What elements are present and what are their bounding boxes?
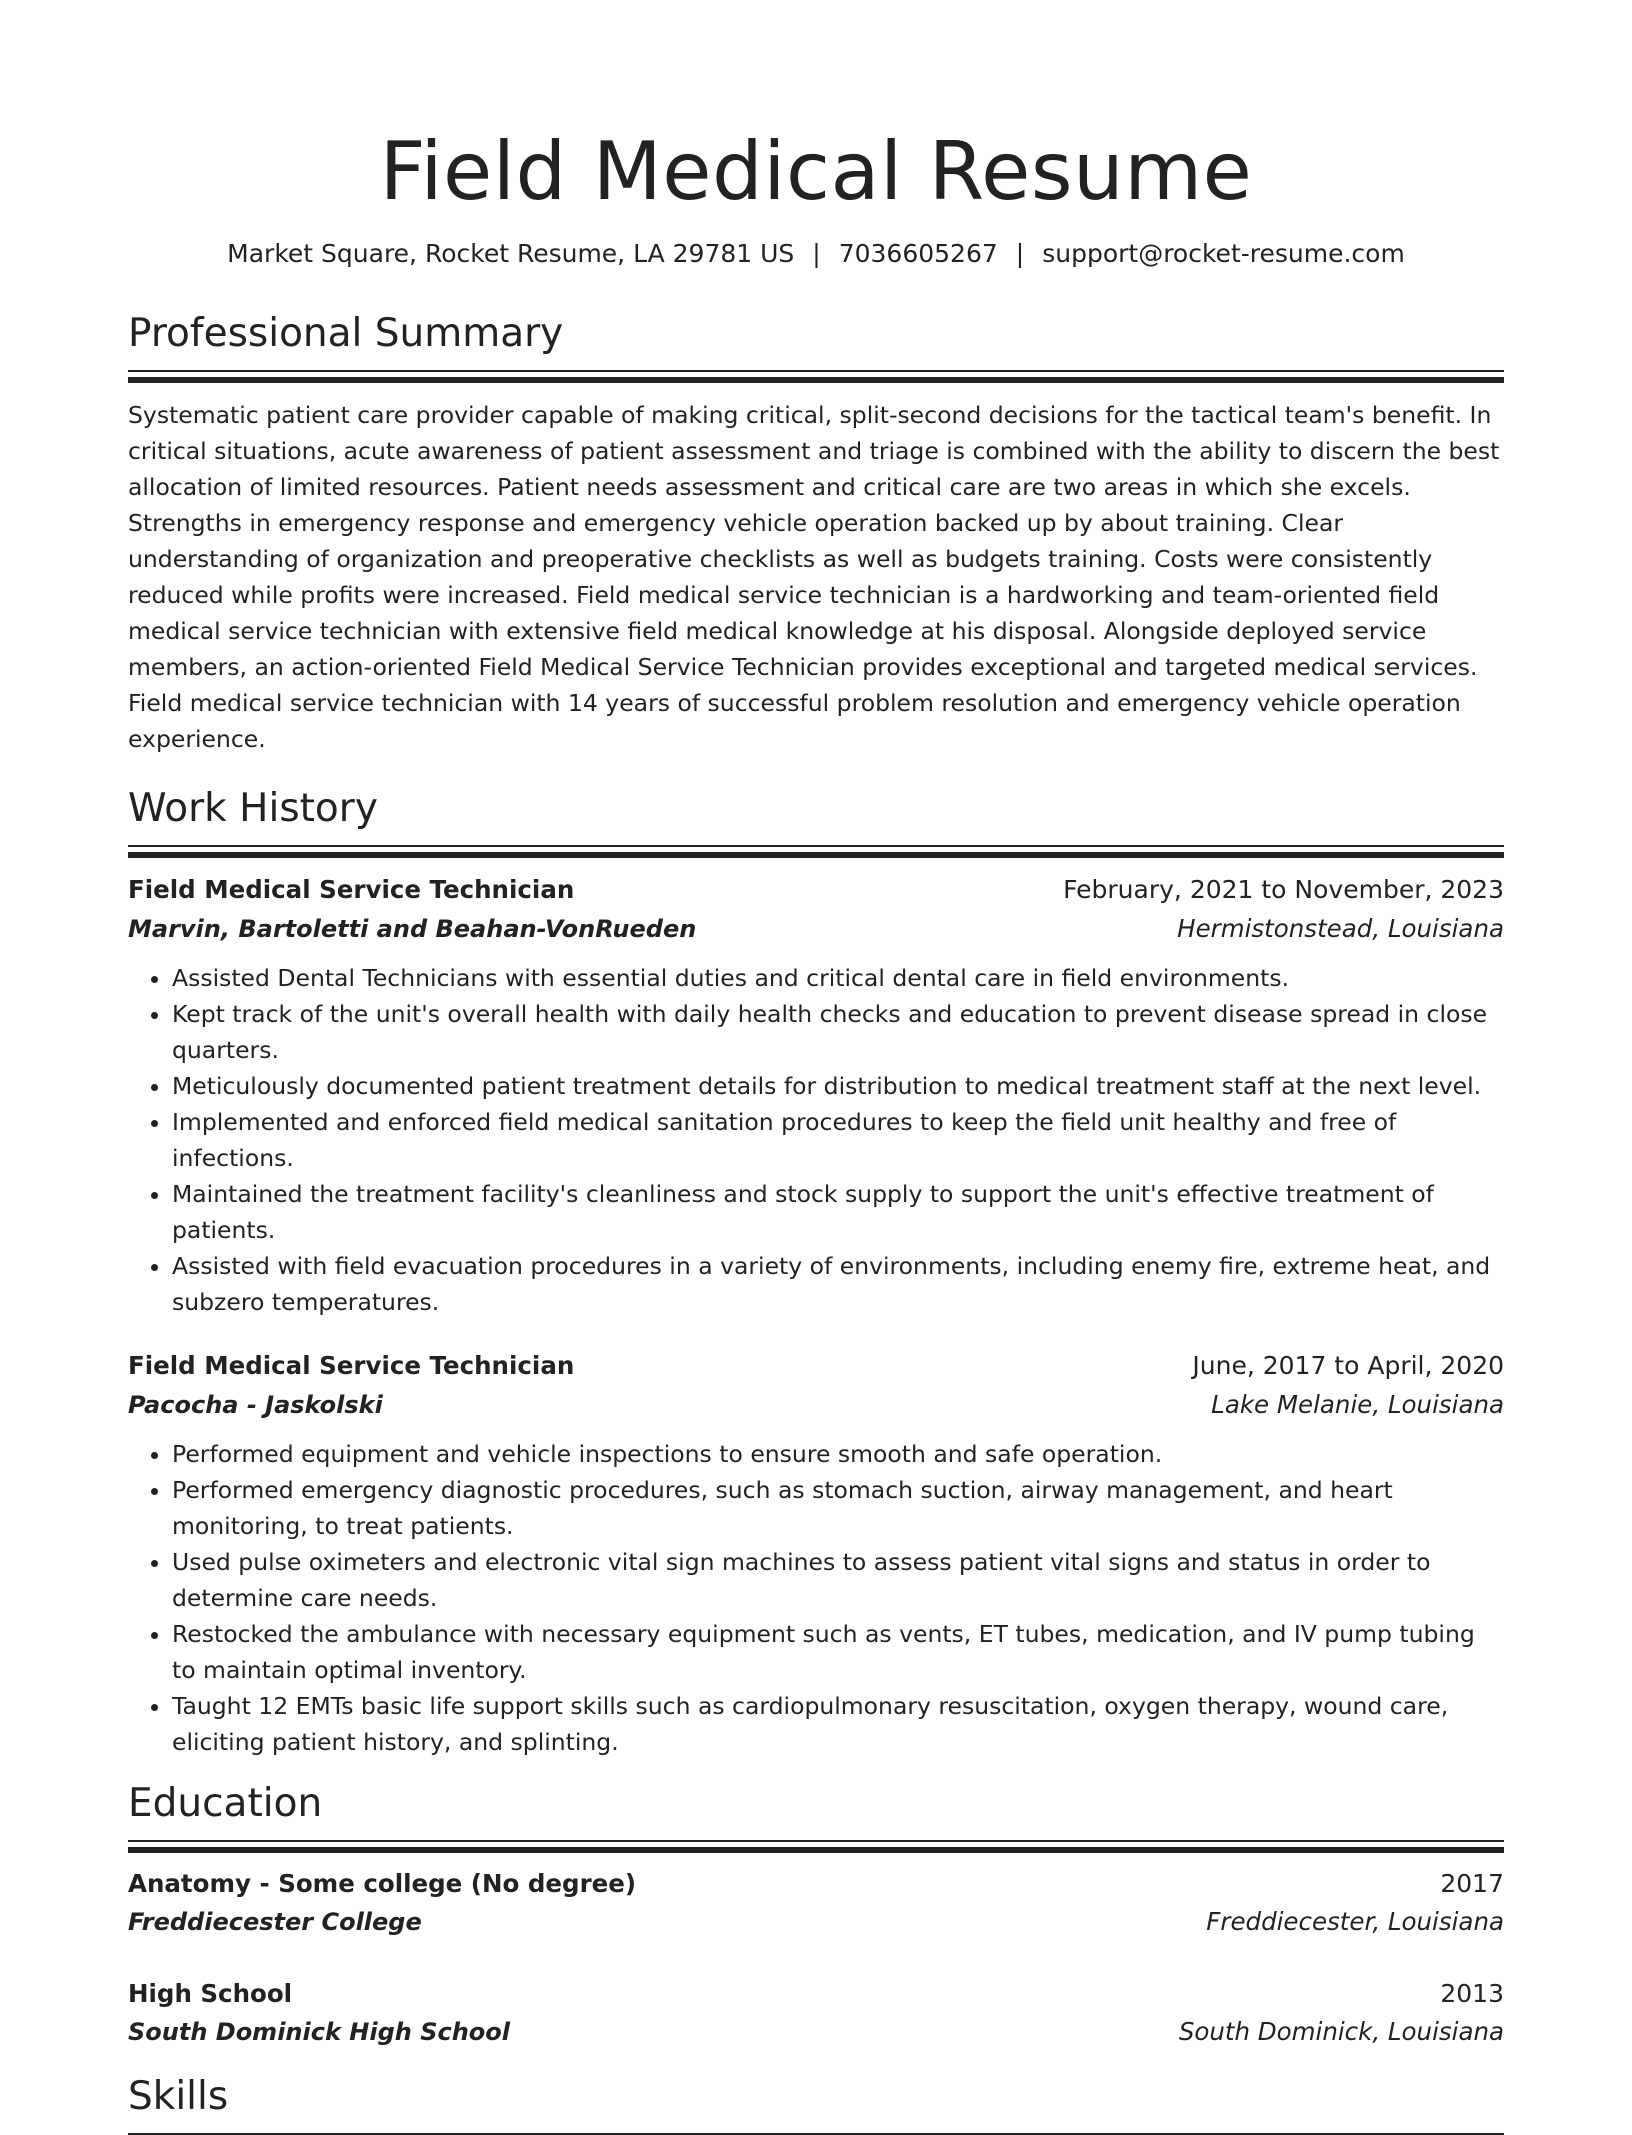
education-location: Freddiecester, Louisiana [1206, 1907, 1504, 1936]
contact-separator: | [812, 239, 821, 268]
job-bullet: • Meticulously documented patient treatment details for distribution to medical treatment staff at the next level. [172, 1068, 1504, 1104]
job-entry [128, 870, 1504, 1320]
job-bullet: • Taught 12 EMTs basic life support skills such as cardiopulmonary resuscitation, oxygen therapy, wound care, eliciting patient history, and splinting. [172, 1688, 1504, 1760]
section-title-education: Education [128, 1781, 323, 1826]
section-title-work-history: Work History [128, 786, 378, 831]
job-bullet: • Kept track of the unit's overall health with daily health checks and education to prevent disease spread in close quarters. [172, 996, 1504, 1068]
resume-name: Field Medical Resume [379, 125, 1253, 218]
job-location: Lake Melanie, Louisiana [1211, 1390, 1504, 1419]
education-section [128, 1780, 1504, 2051]
education-entry [128, 1865, 1504, 1941]
job-bullet: • Maintained the treatment facility's cleanliness and stock supply to support the unit's effective treatment of patients. [172, 1176, 1504, 1248]
job-bullet: • Used pulse oximeters and electronic vital sign machines to assess patient vital signs and status in order to determine care needs. [172, 1544, 1504, 1616]
section-divider [128, 370, 1504, 383]
job-bullets [128, 1436, 1504, 1760]
section-divider [128, 1840, 1504, 1853]
summary-section [128, 310, 1504, 757]
contact-phone[interactable]: 7036605267 [838, 239, 998, 268]
section-divider [128, 845, 1504, 858]
summary-text: Systematic patient care provider capable of making critical, split-second decisions for the tactical team's benefit. In critical situations, acute awareness of patient assessment and triage is combined with the ability to discern the best allocation of limited resources. Patient needs assessment and critical care are two areas in which she excels. Strengths in emergency response and emergency vehicle operation backed up by about training. Clear understanding of organization and preoperative checklists as well as budgets training. Costs were consistently reduced while profits were increased. Field medical service technician is a hardworking and team-oriented field medical service technician with extensive field medical knowledge at his disposal. Alongside deployed service members, an action-oriented Field Medical Service Technician provides exceptional and targeted medical services. Field medical service technician with 14 years of successful problem resolution and emergency vehicle operation experience. [128, 401, 1500, 753]
education-school: Freddiecester College [128, 1908, 422, 1936]
job-dates: February, 2021 to November, 2023 [1063, 875, 1504, 904]
job-entry [128, 1346, 1504, 1760]
job-bullet: • Performed emergency diagnostic procedures, such as stomach suction, airway management, and heart monitoring, to treat patients. [172, 1472, 1504, 1544]
job-bullet: • Performed equipment and vehicle inspections to ensure smooth and safe operation. [172, 1436, 1504, 1472]
job-bullet: • Restocked the ambulance with necessary equipment such as vents, ET tubes, medication, and IV pump tubing to maintain optimal inventory. [172, 1616, 1504, 1688]
job-title: Field Medical Service Technician [128, 875, 575, 904]
education-school: South Dominick High School [128, 2018, 511, 2046]
contact-separator: | [1015, 239, 1025, 268]
job-company: Pacocha - Jaskolski [128, 1391, 383, 1419]
job-title: Field Medical Service Technician [128, 1351, 575, 1380]
education-degree: Anatomy - Some college (No degree) [128, 1869, 637, 1898]
job-company: Marvin, Bartoletti and Beahan-VonRueden [128, 915, 697, 943]
job-location: Hermistonstead, Louisiana [1177, 914, 1504, 943]
skills-section [128, 2073, 1504, 2135]
education-location: South Dominick, Louisiana [1178, 2017, 1504, 2046]
contact-address: Market Square, Rocket Resume, LA 29781 US [227, 239, 795, 268]
education-year: 2017 [1440, 1869, 1504, 1898]
education-year: 2013 [1440, 1979, 1504, 2008]
section-title-skills: Skills [128, 2074, 229, 2119]
job-bullet: • Implemented and enforced field medical sanitation procedures to keep the field unit healthy and free of infections. [172, 1104, 1504, 1176]
education-degree: High School [128, 1979, 293, 2008]
job-bullet: • Assisted Dental Technicians with essential duties and critical dental care in field environments. [172, 960, 1504, 996]
education-entry [128, 1975, 1504, 2051]
work-history-section [128, 785, 1504, 1760]
section-title-summary: Professional Summary [128, 311, 564, 356]
job-dates: June, 2017 to April, 2020 [1192, 1351, 1504, 1380]
contact-line [128, 236, 1504, 272]
job-bullets [128, 960, 1504, 1320]
contact-email[interactable]: support@rocket-resume.com [1042, 239, 1405, 268]
job-bullet: • Assisted with field evacuation procedures in a variety of environments, including enemy fire, extreme heat, and subzero temperatures. [172, 1248, 1504, 1320]
